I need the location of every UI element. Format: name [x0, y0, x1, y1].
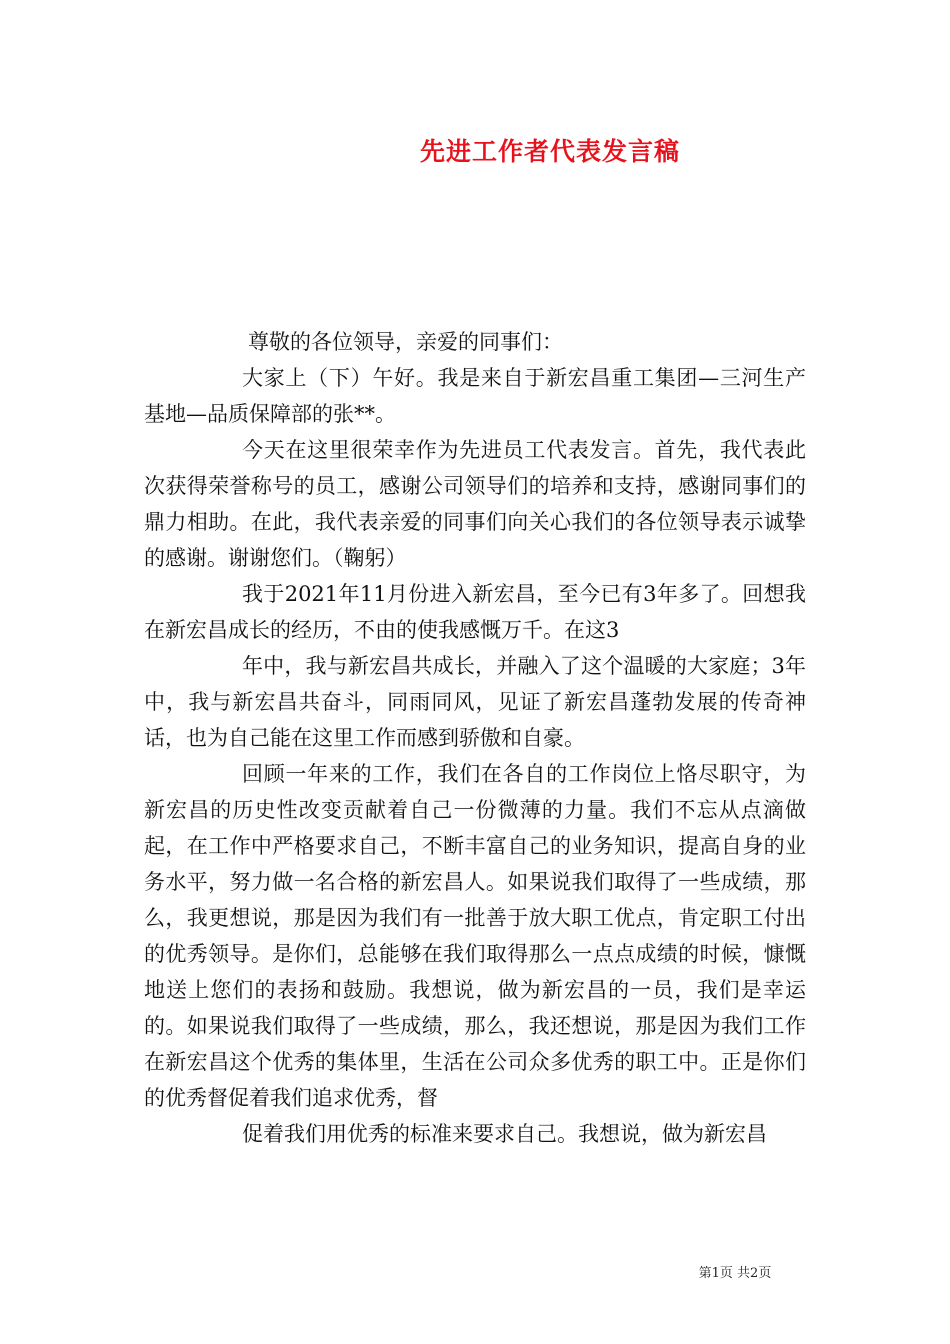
paragraph: 促着我们用优秀的标准来要求自己。我想说，做为新宏昌: [242, 1122, 767, 1146]
paragraph: 回顾一年来的工作，我们在各自的工作岗位上恪尽职守，为新宏昌的历史性改变贡献着自己一份微薄的力量。我们不忘从点滴做起，在工作中严格要求自己，不断丰富自己的业务知识，提高自身的业务水平，努力做一名合格的新宏昌人。如果说我们取得了一些成绩，那么，我更想说，那是因为我们有一批善于放大职工优点，肯定职工付出的优秀领导。是你们，总能够在我们取得那么一点点成绩的时候，慷慨地送上您们的表扬和鼓励。我想说，做为新宏昌的一员，我们是幸运的。如果说我们取得了一些成绩，那么，我还想说，那是因为我们工作在新宏昌这个优秀的集体里，生活在公司众多优秀的职工中。正是你们的优秀督促着我们追求优秀，督: [144, 762, 806, 1110]
paragraph: 今天在这里很荣幸作为先进员工代表发言。首先，我代表此次获得荣誉称号的员工，感谢公司领导们的培养和支持，感谢同事们的鼎力相助。在此，我代表亲爱的同事们向关心我们的各位领导表示诚挚的感谢。谢谢您们。（鞠躬）: [144, 438, 806, 570]
paragraph: 年中，我与新宏昌共成长，并融入了这个温暖的大家庭；3年中，我与新宏昌共奋斗，同雨同风，见证了新宏昌蓬勃发展的传奇神话，也为自己能在这里工作而感到骄傲和自豪。: [144, 654, 806, 750]
paragraph: 我于2021年11月份进入新宏昌，至今已有3年多了。回想我在新宏昌成长的经历，不由的使我感慨万千。在这3: [144, 582, 806, 642]
salutation: 尊敬的各位领导，亲爱的同事们：: [248, 330, 563, 354]
document-body: [144, 324, 806, 1152]
document-title: 先进工作者代表发言稿: [419, 137, 680, 166]
paragraph: 大家上（下）午好。我是来自于新宏昌重工集团—三河生产基地—品质保障部的张**。: [144, 366, 806, 426]
page-number: 第1页 共2页: [698, 1266, 772, 1281]
